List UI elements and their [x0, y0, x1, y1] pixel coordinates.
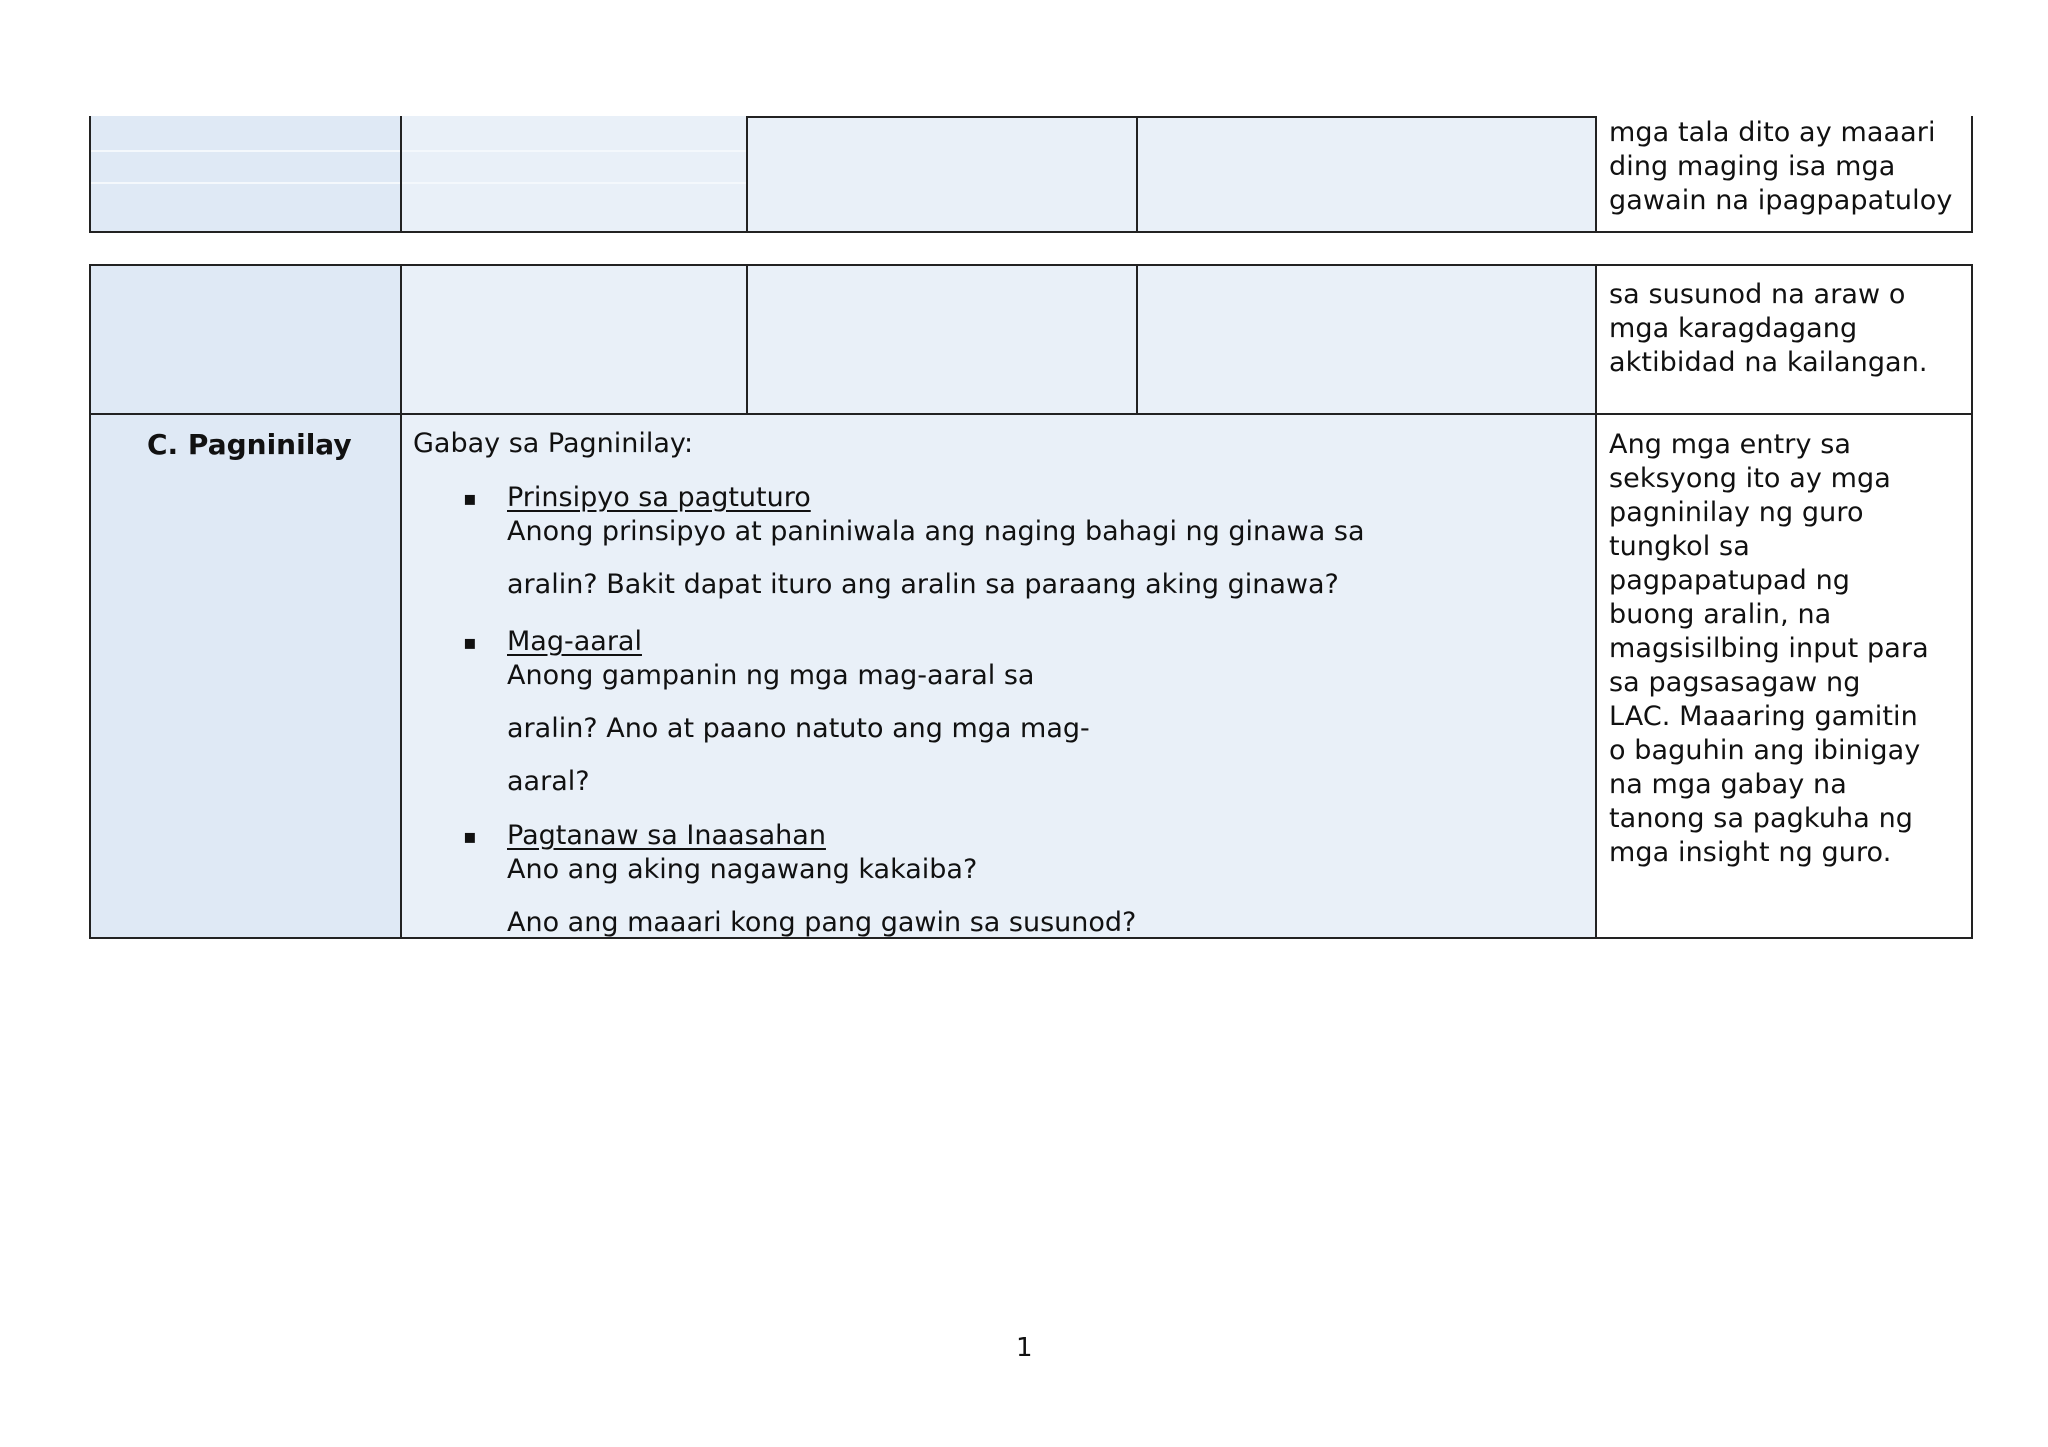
item-heading-learners: Mag-aaral	[507, 626, 642, 657]
item-line: aralin? Bakit dapat ituro ang aralin sa paraang aking ginawa?	[507, 569, 1339, 600]
table-fragment-cell-3	[748, 116, 1138, 231]
item-line: Ano ang aking nagawang kakaiba?	[507, 854, 978, 885]
bullet-icon: ▪	[463, 630, 477, 654]
section-c-label: C. Pagninilay	[147, 428, 352, 461]
label-column-bg	[91, 266, 402, 937]
notes-continuation-text: sa susunod na araw o mga karagdagang aktibidad na kailangan.	[1609, 279, 1928, 378]
table-fragment-cell-2	[402, 116, 748, 231]
item-line: Anong gampanin ng mga mag-aaral sa	[507, 660, 1035, 691]
table-fragment-cell-1	[91, 116, 402, 231]
item-heading-teaching-principles: Prinsipyo sa pagtuturo	[507, 482, 811, 513]
lesson-plan-table-fragment	[89, 116, 1973, 233]
item-line: aaral?	[507, 766, 590, 797]
item-heading-looking-ahead: Pagtanaw sa Inaasahan	[507, 820, 826, 851]
bullet-icon: ▪	[463, 486, 477, 510]
page-number: 1	[1016, 1333, 1033, 1363]
notes-continuation-text: mga tala dito ay maaari ding maging isa mga gawain na ipagpapatuloy	[1609, 117, 1953, 216]
reflection-guide-heading: Gabay sa Pagninilay:	[413, 428, 694, 459]
section-c-notes: Ang mga entry sa seksyong ito ay mga pagninilay ng guro tungkol sa pagpapatupad ng buong aralin, na magsisilbing input para sa pagsasagaw ng LAC. Maaaring gamitin o baguhin ang ibinigay na mga gabay na tanong sa pagkuha ng mga insight ng guro.	[1609, 429, 1929, 868]
item-line: Ano ang maaari kong pang gawin sa susunod?	[507, 907, 1137, 938]
bullet-icon: ▪	[463, 824, 477, 848]
item-line: Anong prinsipyo at paniniwala ang naging bahagi ng ginawa sa	[507, 516, 1365, 547]
table-fragment-notes-cell	[1597, 116, 1971, 231]
item-line: aralin? Ano at paano natuto ang mga mag-	[507, 713, 1090, 744]
table-fragment-cell-4	[1138, 116, 1597, 231]
lesson-plan-table	[89, 264, 1973, 939]
